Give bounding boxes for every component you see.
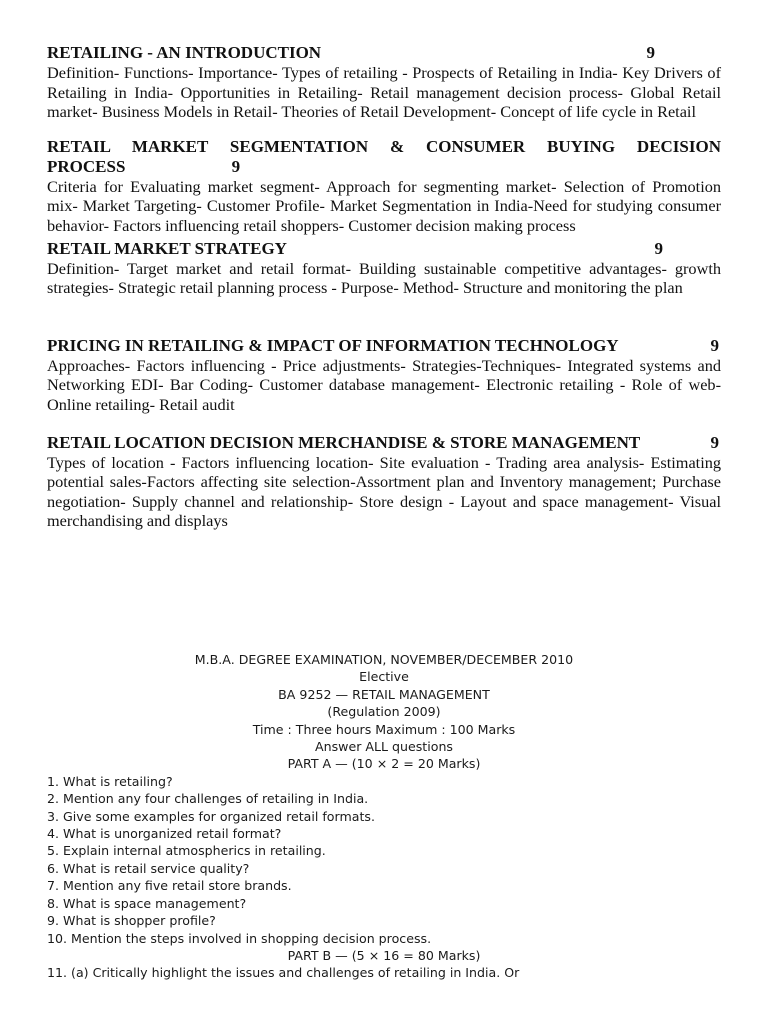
question-item: 10. Mention the steps involved in shopping decision process.	[47, 930, 432, 946]
syllabus-unit-4	[47, 336, 721, 415]
unit-title: RETAIL MARKET SEGMENTATION & CONSUMER BUYING DECISION PROCESS	[47, 136, 721, 176]
question-item: 2. Mention any four challenges of retailing in India.	[47, 791, 369, 807]
question-item: 8. What is space management?	[47, 895, 247, 911]
unit-topics: Definition- Target market and retail format- Building sustainable competitive advantages- growth strategies- Strategic retail planning process - Purpose- Method- Structure and monitoring the plan	[47, 258, 721, 298]
time-and-marks: Time : Three hours Maximum : 100 Marks	[252, 721, 516, 737]
question-item: 4. What is unorganized retail format?	[47, 826, 282, 842]
unit-title: RETAILING - AN INTRODUCTION	[47, 43, 322, 62]
unit-heading	[47, 43, 721, 63]
unit-topics: Approaches- Factors influencing - Price adjustments- Strategies-Techniques- Integrated systems and Networking EDI- Bar Coding- Customer database management- Electronic retailing - Role of web- Online retailing- Retail audit	[47, 355, 721, 414]
part-b-header: PART B — (5 × 16 = 80 Marks)	[287, 947, 481, 963]
unit-title: RETAIL MARKET STRATEGY	[47, 238, 287, 258]
course-code: BA 9252 — RETAIL MANAGEMENT	[278, 686, 490, 702]
regulation: (Regulation 2009)	[327, 704, 441, 720]
syllabus-unit-1	[47, 43, 721, 122]
unit-topics: Criteria for Evaluating market segment- Approach for segmenting market- Selection of Promotion mix- Market Targeting- Customer Profile- Market Segmentation in India-Need for studying consumer behavior- Factors influencing retail shoppers- Customer decision making process	[47, 176, 721, 235]
question-item: 3. Give some examples for organized retail formats.	[47, 808, 375, 824]
part-a-header: PART A — (10 × 2 = 20 Marks)	[287, 756, 481, 772]
exam-subtitle: Elective	[359, 669, 409, 685]
question-item: 7. Mention any five retail store brands.	[47, 878, 292, 894]
question-item: 9. What is shopper profile?	[47, 913, 216, 929]
question-item: 1. What is retailing?	[47, 773, 173, 789]
unit-heading	[47, 336, 721, 356]
unit-topics: Types of location - Factors influencing location- Site evaluation - Trading area analysis- Estimating potential sales-Factors affecting site selection-Assortment plan and Inventory management; Purchase negotiation- Supply channel and relationship- Store design - Layout and space management- Visual merchandising and displays	[47, 452, 721, 531]
unit-hours: 9	[710, 432, 719, 452]
unit-heading	[47, 433, 721, 453]
unit-title: RETAIL LOCATION DECISION MERCHANDISE & STORE MANAGEMENT	[47, 432, 641, 452]
syllabus-unit-5	[47, 433, 721, 531]
question-item: 6. What is retail service quality?	[47, 860, 250, 876]
syllabus-unit-3	[47, 239, 721, 298]
question-item: 5. Explain internal atmospherics in retailing.	[47, 843, 326, 859]
unit-title: PRICING IN RETAILING & IMPACT OF INFORMATION TECHNOLOGY	[47, 335, 619, 355]
question-item: 11. (a) Critically highlight the issues and challenges of retailing in India. Or	[47, 965, 520, 981]
unit-hours: 9	[231, 156, 241, 176]
unit-hours: 9	[646, 43, 655, 62]
exam-title: M.B.A. DEGREE EXAMINATION, NOVEMBER/DECEMBER 2010	[194, 652, 574, 667]
unit-topics: Definition- Functions- Importance- Types of retailing - Prospects of Retailing in India- Key Drivers of Retailing in India- Opportunities in Retailing- Retail management decision process- Global Retail market- Business Models in Retail- Theories of Retail Development- Concept of life cycle in Retail	[47, 63, 721, 122]
instructions: Answer ALL questions	[314, 739, 453, 755]
unit-hours: 9	[654, 238, 663, 258]
unit-heading	[47, 239, 721, 259]
syllabus-unit-2	[47, 137, 721, 236]
syllabus	[47, 40, 721, 531]
exam-paper	[47, 651, 721, 982]
unit-hours: 9	[710, 335, 719, 355]
unit-heading	[47, 137, 721, 177]
